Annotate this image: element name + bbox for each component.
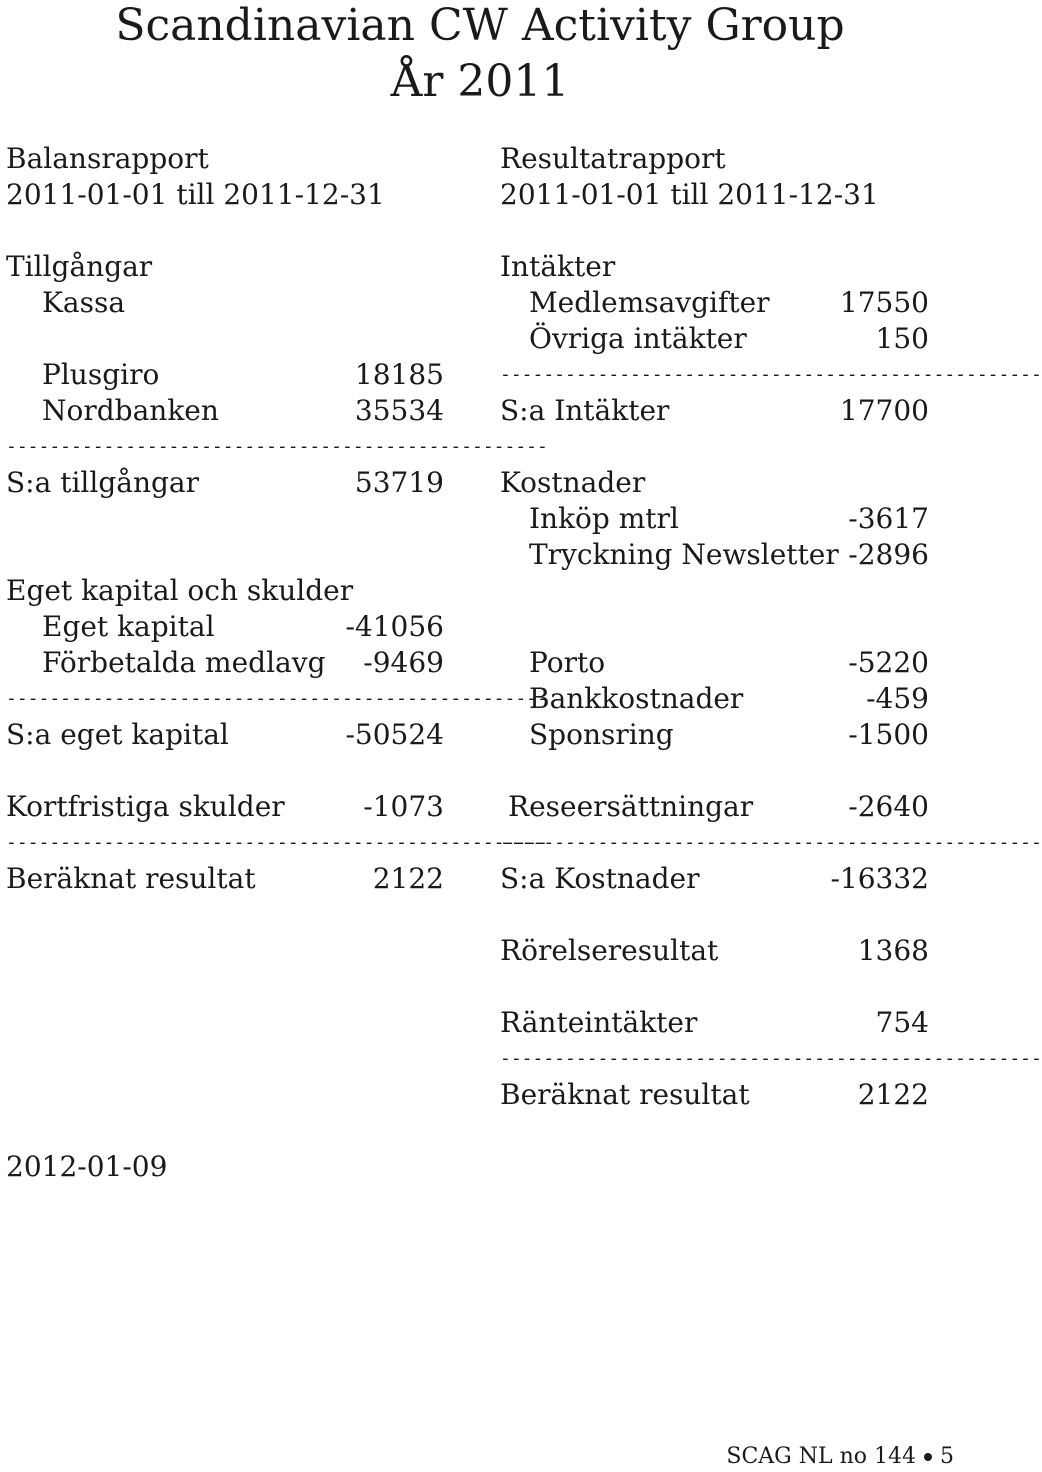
row-label: Kortfristiga skulder [6,790,285,823]
tryckning-row [529,537,929,573]
porto-row [529,645,929,681]
costs-heading: Kostnader [500,466,646,499]
row-label: Eget kapital [42,610,215,643]
sponsring-row [529,717,929,753]
row-label: Beräknat resultat [500,1078,750,1111]
row-value: -3617 [848,502,929,535]
kortfristiga-row [6,789,444,825]
page-number: 5 [940,1444,954,1469]
publication-name: SCAG NL no 144 [726,1444,916,1469]
sum-equity-row [6,717,444,753]
nordbanken-row [42,393,444,429]
row-value: -16332 [830,862,929,895]
row-label: Övriga intäkter [529,322,747,355]
report-title: Scandinavian CW Activity Group [115,0,845,51]
divider: -------------------------------------------------- [500,1048,1042,1069]
report-year: År 2011 [390,56,570,107]
row-value: 17550 [839,286,929,319]
ovriga-row [529,321,929,357]
eget-kapital-row [42,609,444,645]
assets-heading: Tillgångar [6,250,153,283]
row-value: 2122 [857,1078,929,1111]
income-result-row [500,1077,929,1113]
row-value: -1073 [363,790,444,823]
row-value: -459 [866,682,929,715]
equity-heading: Eget kapital och skulder [6,574,354,607]
divider: -------------------------------------------------- [6,436,548,457]
sum-income-row [500,393,929,429]
kassa-heading: Kassa [42,286,126,319]
income-heading: Intäkter [500,250,616,283]
row-value: -50524 [345,718,444,751]
forbetalda-row [42,645,444,681]
row-value: 18185 [354,358,444,391]
rorelse-row [500,933,929,969]
row-value: -2640 [848,790,929,823]
report-date: 2012-01-09 [6,1150,168,1183]
row-label: Porto [529,646,606,679]
bank-row [529,681,929,717]
row-label: Tryckning Newsletter [529,538,839,571]
row-label: Nordbanken [42,394,219,427]
row-value: 17700 [839,394,929,427]
divider: -------------------------------------------------- [500,832,1042,853]
row-value: 150 [875,322,929,355]
row-label: Sponsring [529,718,674,751]
inkop-row [529,501,929,537]
page-footer [726,1442,954,1472]
row-label: Inköp mtrl [529,502,679,535]
row-value: 2122 [372,862,444,895]
income-statement-heading: Resultatrapport [500,142,726,175]
row-label: Plusgiro [42,358,160,391]
row-label: Beräknat resultat [6,862,256,895]
row-value: -1500 [848,718,929,751]
medlemsavgifter-row [529,285,929,321]
sum-assets-row [6,465,444,501]
row-value: -41056 [345,610,444,643]
row-value: -2896 [848,538,929,571]
row-label: Reseersättningar [508,790,754,823]
divider: -------------------------------------------------- [500,364,1042,385]
rese-row [508,789,929,825]
row-label: Ränteintäkter [500,1006,698,1039]
row-value: -5220 [848,646,929,679]
balance-period: 2011-01-01 till 2011-12-31 [6,178,385,211]
row-value: 35534 [354,394,444,427]
row-label: S:a tillgångar [6,466,199,499]
divider: -------------------------------------------------- [6,688,548,709]
row-label: Rörelseresultat [500,934,719,967]
row-label: Bankkostnader [529,682,744,715]
ranta-row [500,1005,929,1041]
row-label: Medlemsavgifter [529,286,770,319]
row-label: S:a Intäkter [500,394,670,427]
row-value: 1368 [857,934,929,967]
row-value: 754 [875,1006,929,1039]
row-value: 53719 [354,466,444,499]
row-label: S:a eget kapital [6,718,229,751]
row-value: -9469 [363,646,444,679]
plusgiro-row [42,357,444,393]
bullet-icon [924,1453,932,1461]
sum-costs-row [500,861,929,897]
row-label: Förbetalda medlavg [42,646,326,679]
balance-heading: Balansrapport [6,142,209,175]
balance-result-row [6,861,444,897]
row-label: S:a Kostnader [500,862,700,895]
income-statement-period: 2011-01-01 till 2011-12-31 [500,178,879,211]
divider: -------------------------------------------------- [6,832,548,853]
